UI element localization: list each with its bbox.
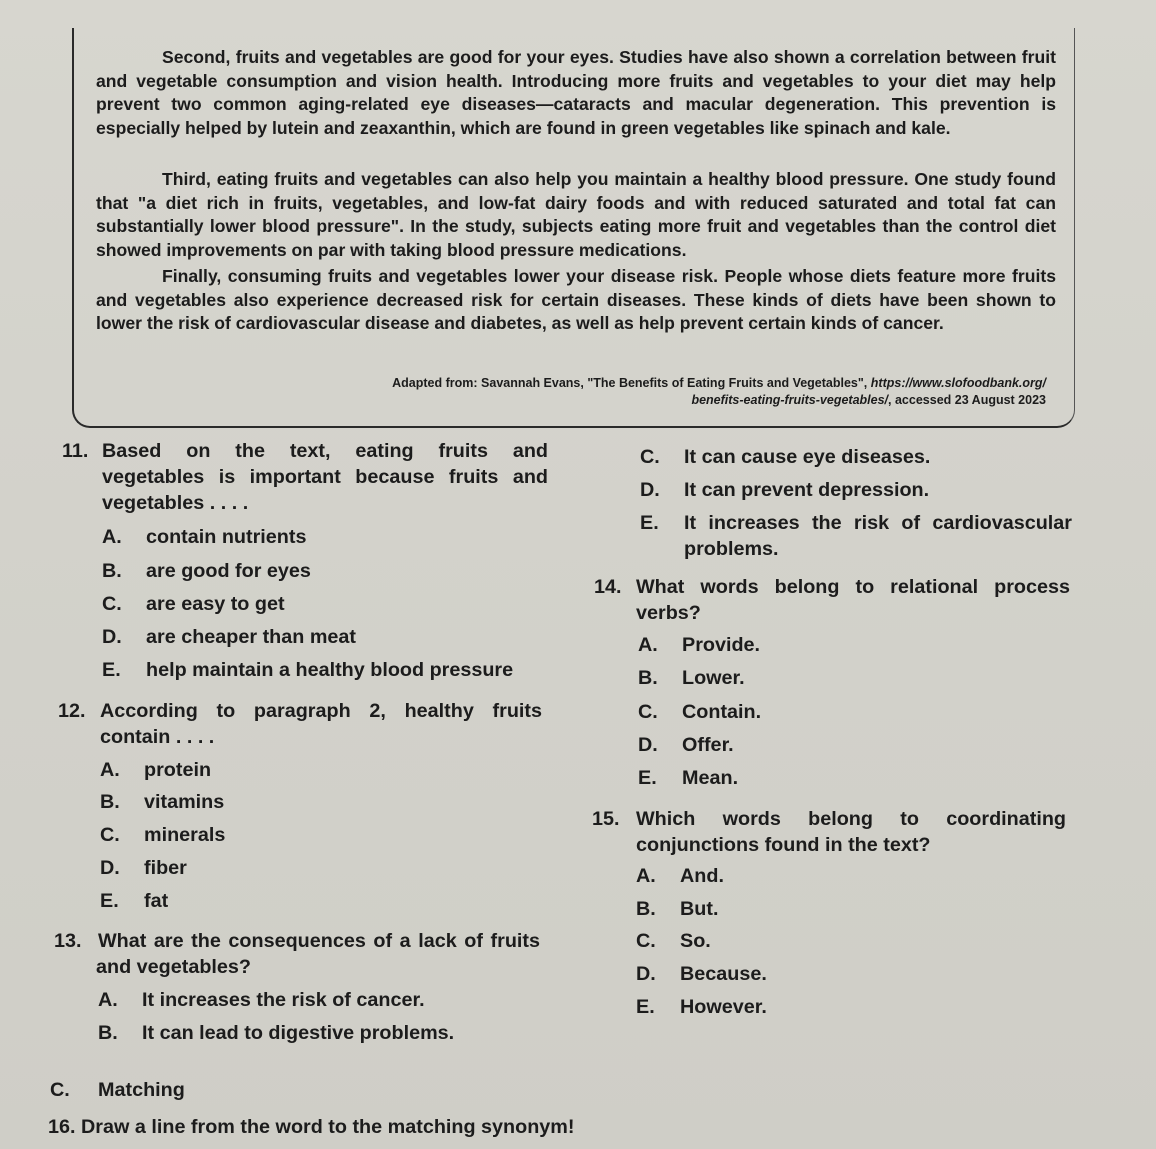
q13-option-c-text: It can cause eye diseases. xyxy=(684,446,931,468)
q15-option-c-text: So. xyxy=(680,930,711,952)
question-14-stem-line2: verbs? xyxy=(636,602,701,624)
source-citation-prefix: Adapted from: Savannah Evans, "The Benefits of Eating Fruits and Vegetables", xyxy=(392,376,868,390)
passage-paragraph-3 xyxy=(96,168,1056,262)
q13-option-a-letter: A. xyxy=(98,989,118,1011)
question-11-stem-line3: vegetables . . . . xyxy=(102,492,249,514)
question-15-number: 15. xyxy=(592,808,620,830)
passage-paragraph-2 xyxy=(96,46,1056,140)
question-16-text: Draw a line from the word to the matching synonym! xyxy=(81,1116,575,1138)
q14-option-d[interactable] xyxy=(638,732,734,758)
q15-option-c-letter: C. xyxy=(636,930,656,952)
q12-option-a-letter: A. xyxy=(100,759,120,781)
q14-option-e[interactable] xyxy=(638,765,738,791)
q15-option-e-letter: E. xyxy=(636,996,655,1018)
q14-option-a-letter: A. xyxy=(638,634,658,656)
q11-option-b[interactable] xyxy=(102,558,311,584)
question-15-stem-line2: conjunctions found in the text? xyxy=(636,834,931,856)
q14-option-b[interactable] xyxy=(638,665,745,691)
question-15 xyxy=(592,806,1066,858)
q15-option-a-text: And. xyxy=(680,865,724,887)
q11-option-d-text: are cheaper than meat xyxy=(146,626,356,648)
question-11-stem-line2: vegetables is important because fruits and xyxy=(102,466,548,488)
section-c-title: Matching xyxy=(98,1079,185,1101)
q12-option-e-text: fat xyxy=(144,890,169,912)
q14-option-a-text: Provide. xyxy=(682,634,761,656)
q11-option-e[interactable] xyxy=(102,657,513,683)
q14-option-d-letter: D. xyxy=(638,734,658,756)
q15-option-c[interactable] xyxy=(636,928,711,954)
passage-paragraph-2-text: Second, fruits and vegetables are good for your eyes. Studies have also shown a correlation between fruit and vegetable consumption and vision health. Introducing more fruits and vegetables to your diet may help prevent two common aging-related eye diseases—cataracts and macular degeneration. This prevention is especially helped by lutein and zeaxanthin, which are found in green vegetables like spinach and kale. xyxy=(96,47,1056,138)
q13-option-b-letter: B. xyxy=(98,1022,118,1044)
q13-option-c-letter: C. xyxy=(640,446,660,468)
q12-option-e-letter: E. xyxy=(100,890,119,912)
question-12 xyxy=(58,698,542,750)
question-13-number: 13. xyxy=(54,930,82,952)
question-11-number: 11. xyxy=(62,440,89,462)
q12-option-e[interactable] xyxy=(100,888,168,914)
q15-option-d-letter: D. xyxy=(636,963,656,985)
q11-option-d-letter: D. xyxy=(102,626,122,648)
q15-option-b-text: But. xyxy=(680,898,719,920)
question-12-number: 12. xyxy=(58,700,86,722)
q15-option-e-text: However. xyxy=(680,996,767,1018)
section-c-letter: C. xyxy=(50,1079,70,1101)
q12-option-c[interactable] xyxy=(100,822,225,848)
q14-option-c[interactable] xyxy=(638,699,761,725)
question-13 xyxy=(54,928,540,980)
q15-option-a-letter: A. xyxy=(636,865,656,887)
q14-option-c-letter: C. xyxy=(638,701,658,723)
q13-option-a-text: It increases the risk of cancer. xyxy=(142,989,425,1011)
question-14-number: 14. xyxy=(594,576,622,598)
question-14 xyxy=(594,574,1070,626)
q11-option-a[interactable] xyxy=(102,524,306,550)
q14-option-b-text: Lower. xyxy=(682,667,745,689)
q15-option-d[interactable] xyxy=(636,961,767,987)
source-access-date: , accessed 23 August 2023 xyxy=(888,393,1046,407)
q11-option-c-letter: C. xyxy=(102,593,122,615)
passage-paragraph-4 xyxy=(96,265,1056,336)
q14-option-d-text: Offer. xyxy=(682,734,734,756)
q12-option-b[interactable] xyxy=(100,789,224,815)
question-14-stem-line1: What words belong to relational process xyxy=(636,576,1070,598)
q13-option-d-letter: D. xyxy=(640,479,660,501)
source-citation xyxy=(300,375,1046,409)
q15-option-a[interactable] xyxy=(636,863,724,889)
q11-option-a-text: contain nutrients xyxy=(146,526,307,548)
q14-option-b-letter: B. xyxy=(638,667,658,689)
q13-option-e-text: It increases the risk of cardiovascular xyxy=(684,512,1072,534)
q13-option-b-text: It can lead to digestive problems. xyxy=(142,1022,455,1044)
q12-option-d-letter: D. xyxy=(100,857,120,879)
q15-option-e[interactable] xyxy=(636,994,767,1020)
source-url-part1: https://www.slofoodbank.org/ xyxy=(870,376,1046,390)
q13-option-e-text-line2: problems. xyxy=(684,538,779,560)
q13-option-c[interactable] xyxy=(640,444,930,470)
q12-option-d-text: fiber xyxy=(144,857,187,879)
q11-option-a-letter: A. xyxy=(102,526,122,548)
question-13-stem-line2: and vegetables? xyxy=(96,956,252,978)
passage-paragraph-3-text: Third, eating fruits and vegetables can also help you maintain a healthy blood pressure. One study found that "a diet rich in fruits, vegetables, and low-fat dairy foods and with reduced saturated and total fat can substantially lower blood pressure". In the study, subjects eating more fruit and vegetables than the control diet showed improvements on par with taking blood pressure medications. xyxy=(96,169,1056,260)
q14-option-a[interactable] xyxy=(638,632,760,658)
q13-option-e-letter: E. xyxy=(640,512,659,534)
q12-option-b-letter: B. xyxy=(100,791,120,813)
question-16-number: 16. xyxy=(48,1116,76,1138)
q14-option-c-text: Contain. xyxy=(682,701,762,723)
q12-option-b-text: vitamins xyxy=(144,791,225,813)
question-11 xyxy=(62,438,548,516)
q13-option-a[interactable] xyxy=(98,987,425,1013)
q11-option-d[interactable] xyxy=(102,624,356,650)
q15-option-b-letter: B. xyxy=(636,898,656,920)
q11-option-e-text: help maintain a healthy blood pressure xyxy=(146,659,514,681)
q13-option-d-text: It can prevent depression. xyxy=(684,479,930,501)
q12-option-a-text: protein xyxy=(144,759,212,781)
question-12-stem-line2: contain . . . . xyxy=(100,726,215,748)
q11-option-b-text: are good for eyes xyxy=(146,560,311,582)
q15-option-d-text: Because. xyxy=(680,963,767,985)
q11-option-e-letter: E. xyxy=(102,659,121,681)
q12-option-c-letter: C. xyxy=(100,824,120,846)
q13-option-b[interactable] xyxy=(98,1020,454,1046)
q12-option-d[interactable] xyxy=(100,855,187,881)
q14-option-e-text: Mean. xyxy=(682,767,739,789)
question-16 xyxy=(48,1114,575,1140)
q11-option-c-text: are easy to get xyxy=(146,593,285,615)
section-c-heading xyxy=(50,1077,185,1103)
question-13-stem-line1: What are the consequences of a lack of fruits xyxy=(98,930,540,952)
passage-paragraph-4-text: Finally, consuming fruits and vegetables lower your disease risk. People whose diets feature more fruits and vegetables also experience decreased risk for certain diseases. These kinds of diets have been shown to lower the risk of cardiovascular disease and diabetes, as well as help prevent certain kinds of cancer. xyxy=(96,266,1056,334)
q11-option-b-letter: B. xyxy=(102,560,122,582)
q13-option-e[interactable] xyxy=(640,510,1072,562)
question-15-stem-line1: Which words belong to coordinating xyxy=(636,808,1066,830)
source-url-part2: benefits-eating-fruits-vegetables/ xyxy=(691,393,889,407)
q11-option-c[interactable] xyxy=(102,591,285,617)
q13-option-d[interactable] xyxy=(640,477,929,503)
question-12-stem-line1: According to paragraph 2, healthy fruits xyxy=(100,700,542,722)
q14-option-e-letter: E. xyxy=(638,767,657,789)
q15-option-b[interactable] xyxy=(636,896,718,922)
q12-option-a[interactable] xyxy=(100,757,211,783)
q12-option-c-text: minerals xyxy=(144,824,226,846)
question-11-stem-line1: Based on the text, eating fruits and xyxy=(102,440,548,462)
